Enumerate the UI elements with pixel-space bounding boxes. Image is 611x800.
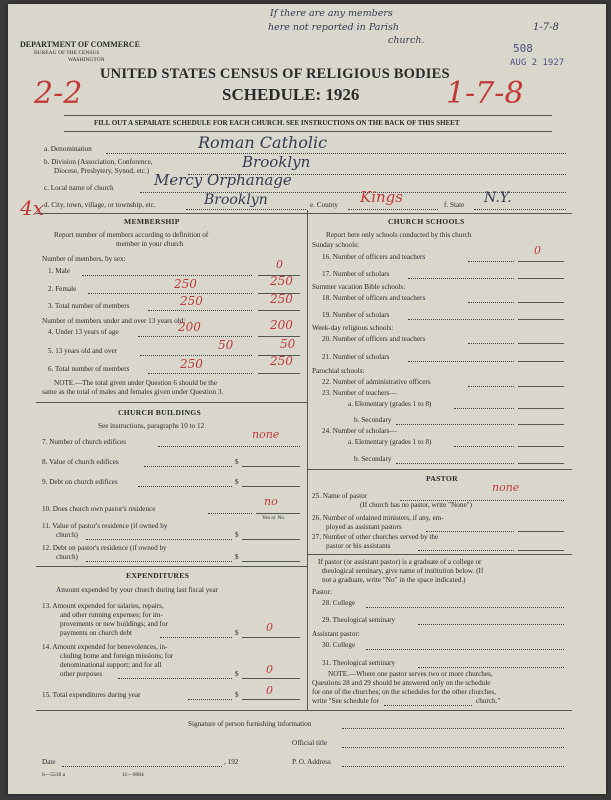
- q18-label: 18. Number of officers and teachers: [322, 294, 426, 302]
- age-heading: Number of members under and over 13 years old:: [42, 317, 186, 325]
- received-stamp-date: AUG 2 1927: [510, 58, 565, 68]
- q22-label: 22. Number of administrative officers: [322, 378, 431, 386]
- q14-label-3: denominational support; and for all: [60, 661, 162, 669]
- mark-x: 4x: [20, 196, 45, 220]
- q16-value[interactable]: 0: [534, 244, 541, 257]
- buildings-heading: CHURCH BUILDINGS: [118, 408, 202, 417]
- county-value[interactable]: Kings: [360, 188, 403, 206]
- form-number: 6—5518 a: [42, 772, 66, 778]
- q19-label: 19. Number of scholars: [322, 311, 390, 319]
- q16-label: 16. Number of officers and teachers: [322, 253, 426, 261]
- assistant-label: Assistant pastor:: [312, 630, 360, 638]
- top-note-line-3: church.: [388, 35, 425, 46]
- q14-value[interactable]: 0: [266, 663, 273, 676]
- q23-label: 23. Number of teachers—: [322, 389, 397, 397]
- q6-label: 6. Total number of members: [48, 365, 130, 373]
- q20-label: 20. Number of officers and teachers: [322, 335, 426, 343]
- q3-label: 3. Total number of members: [48, 302, 130, 310]
- expenditures-intro: Amount expended by your church during last fiscal year: [56, 586, 219, 594]
- city-label: WASHINGTON: [68, 57, 105, 63]
- q26-label-2: ployed as assistant pastors: [326, 523, 402, 531]
- membership-heading: MEMBERSHIP: [124, 217, 180, 226]
- q10-hint: Yes or No: [262, 515, 285, 521]
- q12-label-2: church): [56, 553, 78, 561]
- q13-label-4: payments on church debt: [60, 629, 133, 637]
- pastor-note-4: write "See schedule for: [312, 697, 379, 705]
- q2-label: 2. Female: [48, 285, 77, 293]
- q11-dollar: $: [235, 531, 239, 539]
- q3-value-a[interactable]: 250: [180, 294, 203, 308]
- q24b-label: b. Secondary: [354, 455, 392, 463]
- church-name-value[interactable]: Mercy Orphanage: [154, 171, 292, 189]
- q1-label: 1. Male: [48, 267, 70, 275]
- q15-label: 15. Total expenditures during year: [42, 691, 141, 699]
- membership-intro-2: member in your church: [116, 240, 184, 248]
- q5-value-b[interactable]: 50: [280, 337, 296, 351]
- q2-value-b[interactable]: 250: [270, 274, 293, 288]
- q30-label: 30. College: [322, 641, 356, 649]
- bureau-label: BUREAU OF THE CENSUS: [34, 50, 100, 56]
- graduate-note-1: If pastor (or assistant pastor) is a graduate of a college or: [318, 558, 482, 566]
- q7-value[interactable]: none: [252, 428, 280, 441]
- q14-dollar: $: [235, 670, 239, 678]
- q6-value-a[interactable]: 250: [180, 357, 203, 371]
- church-name-label: c. Local name of church: [44, 184, 114, 192]
- stamp-number: 508: [513, 42, 533, 55]
- q13-label-1: 13. Amount expended for salaries, repairs,: [42, 602, 164, 610]
- top-note-line-2: here not reported in Parish: [268, 22, 400, 33]
- q9-label: 9. Debt on church edifices: [42, 478, 118, 486]
- pastor-heading: PASTOR: [426, 474, 458, 483]
- q25-hint: (If church has no pastor, write "None"): [360, 501, 472, 509]
- q31-label: 31. Theological seminary: [322, 659, 396, 667]
- q4-label: 4. Under 13 years of age: [48, 328, 119, 336]
- q23a-label: a. Elementary (grades 1 to 8): [348, 400, 432, 408]
- q5-value-a[interactable]: 50: [218, 338, 234, 352]
- expenditures-heading: EXPENDITURES: [126, 571, 190, 580]
- q29-label: 29. Theological seminary: [322, 616, 396, 624]
- code-left: 2-2: [34, 76, 83, 111]
- q23b-label: b. Secondary: [354, 416, 392, 424]
- q8-dollar: $: [235, 458, 239, 466]
- q9-dollar: $: [235, 478, 239, 486]
- census-form-page: [8, 4, 606, 794]
- q10-label: 10. Does church own pastor's residence: [42, 505, 156, 513]
- weekday-label: Week-day religious schools:: [312, 324, 394, 332]
- department-label: DEPARTMENT OF COMMERCE: [20, 40, 141, 49]
- schools-heading: CHURCH SCHOOLS: [388, 217, 465, 226]
- division-value[interactable]: Brooklyn: [242, 153, 311, 171]
- state-value[interactable]: N.Y.: [484, 190, 512, 206]
- division-label-2: Diocese, Presbytery, Synod, etc.): [54, 167, 150, 175]
- state-label: f. State: [444, 201, 465, 209]
- denomination-value[interactable]: Roman Catholic: [198, 133, 328, 152]
- schools-intro: Report here only schools conducted by this church: [326, 231, 472, 239]
- membership-note-1: NOTE.—The total given under Question 6 should be the: [54, 379, 218, 387]
- sunday-label: Sunday schools:: [312, 241, 359, 249]
- summer-label: Summer vacation Bible schools:: [312, 283, 406, 291]
- q7-label: 7. Number of church edifices: [42, 438, 127, 446]
- pastor-sub-label: Pastor:: [312, 588, 332, 596]
- top-note-date: 1-7-8: [533, 22, 559, 33]
- q24-label: 24. Number of scholars—: [322, 427, 397, 435]
- division-label-1: b. Division (Association, Conference,: [44, 158, 153, 166]
- print-number: 11—9084: [122, 772, 144, 778]
- signature-label: Signature of person furnishing information: [188, 720, 312, 728]
- date-label: Date: [42, 758, 56, 766]
- instruction-line: FILL OUT A SEPARATE SCHEDULE FOR EACH CHURCH. SEE INSTRUCTIONS ON THE BACK OF THIS SHEET: [94, 119, 460, 127]
- q28-label: 28. College: [322, 599, 356, 607]
- pastor-note-2: Questions 28 and 29 should be answered only on the schedule: [312, 679, 491, 687]
- q12-label-1: 12. Debt on pastor's residence (if owned by: [42, 544, 167, 552]
- q2-value-a[interactable]: 250: [174, 277, 197, 291]
- form-title: UNITED STATES CENSUS OF RELIGIOUS BODIES: [100, 66, 450, 82]
- q25-value[interactable]: none: [492, 481, 520, 494]
- q1-value[interactable]: 0: [276, 258, 283, 271]
- pastor-note-3: for one of the churches; on the schedules for the other churches,: [312, 688, 497, 696]
- q21-label: 21. Number of scholars: [322, 353, 390, 361]
- city-label: d. City, town, village, or township, etc.: [44, 201, 156, 209]
- by-sex-label: Number of members, by sex:: [42, 255, 126, 263]
- city-value[interactable]: Brooklyn: [204, 192, 268, 208]
- q12-dollar: $: [235, 553, 239, 561]
- q26-label-1: 26. Number of ordained ministers, if any, em-: [312, 514, 444, 522]
- q4-value-a[interactable]: 200: [178, 320, 201, 334]
- q15-dollar: $: [235, 691, 239, 699]
- q6-value-b[interactable]: 250: [270, 354, 293, 368]
- q14-label-2: cluding home and foreign missions; for: [60, 652, 174, 660]
- pastor-note-1: NOTE.—Where one pastor serves two or more churches,: [328, 670, 493, 678]
- top-note-line-1: If there are any members: [270, 8, 393, 19]
- year-label: , 192: [224, 758, 239, 766]
- q10-value[interactable]: no: [264, 495, 278, 508]
- membership-intro-1: Report number of members according to definition of: [54, 231, 209, 239]
- q17-label: 17. Number of scholars: [322, 270, 390, 278]
- q11-label-2: church): [56, 531, 78, 539]
- schedule-title: SCHEDULE: 1926: [222, 85, 360, 104]
- q4-value-b[interactable]: 200: [270, 318, 293, 332]
- q13-label-3: provements or new buildings; and for: [60, 620, 168, 628]
- q24a-label: a. Elementary (grades 1 to 8): [348, 438, 432, 446]
- graduate-note-2: theological seminary, give name of institution below. (If: [322, 567, 484, 575]
- q11-label-1: 11. Value of pastor's residence (if owned by: [42, 522, 168, 530]
- buildings-intro: See instructions, paragraphs 10 to 12: [98, 422, 205, 430]
- code-right: 1-7-8: [446, 76, 524, 111]
- denomination-label: a. Denomination: [44, 145, 92, 153]
- graduate-note-3: not a graduate, write "No" in the space indicated.): [322, 576, 466, 584]
- q13-dollar: $: [235, 629, 239, 637]
- q14-label-1: 14. Amount expended for benevolences, in-: [42, 643, 168, 651]
- county-label: e. County: [310, 201, 338, 209]
- q3-value-b[interactable]: 250: [270, 292, 293, 306]
- q8-label: 8. Value of church edifices: [42, 458, 119, 466]
- q13-label-2: and other running expenses; for im-: [60, 611, 163, 619]
- q25-label: 25. Name of pastor: [312, 492, 368, 500]
- official-title-label: Official title: [292, 739, 328, 747]
- parochial-label: Parochial schools:: [312, 367, 365, 375]
- q5-label: 5. 13 years old and over: [48, 347, 118, 355]
- q27-label-1: 27. Number of other churches served by the: [312, 533, 439, 541]
- q14-label-4: other purposes: [60, 670, 103, 678]
- q15-value[interactable]: 0: [266, 684, 273, 697]
- q27-label-2: pastor or his assistants: [326, 542, 391, 550]
- po-address-label: P. O. Address: [292, 758, 331, 766]
- pastor-note-5: church.": [476, 697, 501, 705]
- membership-note-2: same as the total of males and females given under Question 3.: [42, 388, 224, 396]
- q13-value[interactable]: 0: [266, 621, 273, 634]
